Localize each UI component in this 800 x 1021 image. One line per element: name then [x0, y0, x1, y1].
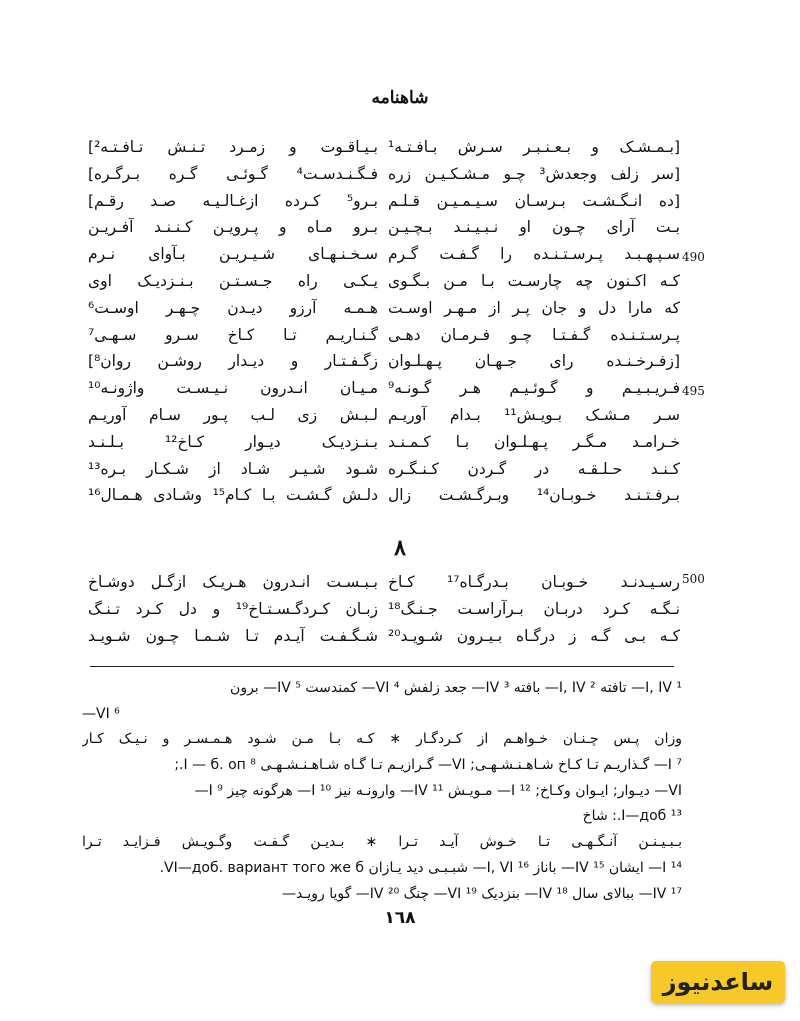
verse-row: [80, 375, 680, 402]
verse-row: [80, 161, 680, 188]
verse-right: که مارا دل و جان پـر از مـهـر اوسـت: [388, 298, 680, 317]
verse-left: بـیـاقـوت و زمـرد تـنـش تـافـتـه²]: [88, 138, 378, 156]
verse-left: زگـفـتـار و دیـدار روشـن روان⁸]: [88, 352, 378, 371]
verse-left: شـگـفـت آیـدم تـا شـمـا چـون شـویـد: [88, 626, 378, 645]
verse-left: زبـان کـردگـسـتـاخ¹⁹ و دل کـرد تـنـگ: [88, 599, 378, 618]
verse-left: بـرو⁵ کـرده ازغـالـیـه صـد رقـم]: [88, 191, 378, 210]
verse-row: [80, 188, 680, 215]
verse-right: [ده انـگـشـت بـرسـان سـیـمـیـن قـلـم: [388, 191, 680, 210]
verse-row: [80, 348, 680, 375]
verse-right: سـپـهـبـد پـرسـتـنـده را گـفـت گـرم: [388, 245, 680, 264]
footnote-line: ¹³ I—доб.: شاخ: [582, 808, 682, 825]
verse-left: بـبـسـت انـدرون هـریـک ازگـل دوشـاخ: [88, 573, 378, 591]
footnote-line: ¹⁷ IV— ببالای سال ¹⁸ IV— بنزدیک ¹⁹ VI— چنگ ²⁰ IV— گویا رویـد—: [281, 885, 682, 902]
footnote-line: بـبـیـنـن آنـگـهـی تـا خـوش آیـد تـرا ∗ بـدیـن گـفـت وگـویـش فـزایـد تـرا: [82, 834, 682, 851]
footnote-line: ⁶ VI—: [82, 705, 120, 722]
verse-right: فـریـبـیـم و گـوئـیـم هـر گـونـه⁹: [388, 379, 680, 398]
verse-left: بـنـزدیـک دیـوار کـاخ¹² بـلـنـد: [88, 432, 378, 451]
verse-right: کـه اکـنون چه چارسـت بـا مـن بـگـوی: [388, 271, 680, 290]
footnote-divider: [90, 666, 674, 667]
footnote-line: ¹ I, IV— تافته ² I, IV— بافته ³ IV— جعد زلفش ⁴ VI— کمندست ⁵ IV— برون: [230, 680, 682, 696]
verse-right: [زفـرخـنـده رای جـهـان پـهـلـوان: [388, 352, 680, 371]
verse-row: [80, 402, 680, 429]
watermark-logo: [651, 961, 785, 1003]
verse-right: بـرفـتـنـد خـوبـان¹⁴ وبـرگـشـت زال: [388, 486, 680, 505]
section-number: ۸: [394, 535, 406, 561]
verse-right: بـت آرای چـون او نـبـیـنـد بـچـیـن: [388, 218, 680, 237]
verse-row: [80, 482, 680, 509]
verse-right: رسـیـدنـد خـوبـان بـدرگـاه¹⁷ کـاخ: [388, 573, 681, 591]
verse-right: کـنـد حـلـقـه در گـردن کـنـگـره: [388, 459, 680, 478]
verse-row: [80, 214, 680, 241]
footnotes: [82, 676, 682, 907]
verse-row: [80, 241, 680, 268]
footnote-line: VI— دیـوار; ایـوان وکـاخ; ¹² I— مـویـش ¹¹ IV— وارونـه نیز ¹⁰ I— هرگونه چیز ⁹ I—: [194, 782, 682, 799]
verse-left: بـرو مـاه و پـرویـن کـنـنـد آفـریـن: [88, 218, 378, 237]
verse-right: پـرسـتـنـده گـفـتـا چـو فـرمـان دهـی: [388, 325, 680, 344]
verse-row: [80, 429, 680, 456]
verse-right: [سر زلف وجعدش³ چـو مـشـکـیـن زره: [388, 164, 680, 183]
verse-right: خـرامـد مـگـر پـهـلـوان بـا کـمـنـد: [388, 432, 680, 451]
verse-left: شـود شـیـر شـاد از شـکـار بـره¹³: [88, 459, 378, 478]
footnote-line: وزان پـس چـنـان خـواهـم از کـردگـار ∗ کـه بـا مـن شـود هـمـسـر و نـیـک کـار: [82, 731, 682, 748]
verse-row: [80, 134, 680, 161]
verse-left: هـمـه آرزو دیـدن چـهـر اوسـت⁶: [88, 298, 378, 317]
verse-left: سـخـنـهـای شـیـریـن بـآوای نـرم: [88, 245, 378, 264]
verse-left: مـیـان انـدرون نـیـسـت واژونـه¹⁰: [88, 379, 378, 398]
footnote-line: ⁷ I— گـذاریـم تـا کـاخ شـاهـنـشـهـی; VI— گـرازیـم تـا گـاه شـاهـنـشـهـی ⁸ I — б. оп.;: [174, 757, 682, 774]
verse-row: [80, 623, 680, 650]
verse-right: کـه بـی گـه ز درگـاه بـیـرون شـویـد²⁰: [388, 626, 680, 645]
verse-row: [80, 596, 680, 623]
verse-right: سـر مـشـک بـویـش¹¹ بـدام آوریـم: [388, 405, 680, 424]
verse-left: فـگـنـدسـت⁴ گـوئـی گـره بـرگـره]: [88, 164, 378, 183]
verse-row: [80, 295, 680, 322]
verse-right: نـگـه کـرد دربـان بـرآراسـت جـنـگ¹⁸: [388, 599, 680, 618]
verses-top: [80, 134, 680, 509]
line-number-495: 495: [682, 384, 705, 398]
page-header-title: شاهنامه: [371, 88, 429, 108]
verse-left: لـبـش زی لـب پـور سـام آوریـم: [88, 405, 378, 424]
line-number-490: 490: [682, 250, 705, 264]
line-number-500: 500: [682, 572, 705, 586]
verse-row: [80, 268, 680, 295]
verses-bottom: [80, 569, 680, 649]
verse-left: دلـش گـشـت بـا کـام¹⁵ وشـادی هـمـال¹⁶: [88, 486, 378, 505]
verse-left: گـنـاریـم تـا کـاخ سـرو سـهـی⁷: [88, 325, 378, 344]
verse-row: [80, 569, 680, 596]
verse-row: [80, 322, 680, 349]
verse-left: یـکـی راه جـسـتـن بـنـزدیـک اوی: [88, 271, 378, 290]
watermark-text: ساعدنیوز: [662, 968, 774, 996]
verse-right: [بـمـشـک و بـعـنـبـر سـرش بـافـتـه¹: [388, 138, 680, 156]
footnote-line: ¹⁴ I— ایشان ¹⁵ IV— باناز ¹⁶ I, VI— شبـبـی دید یـازان VI—доб. вариант того же б.: [159, 859, 682, 876]
verse-row: [80, 456, 680, 483]
page-number: ۱٦۸: [384, 908, 416, 928]
